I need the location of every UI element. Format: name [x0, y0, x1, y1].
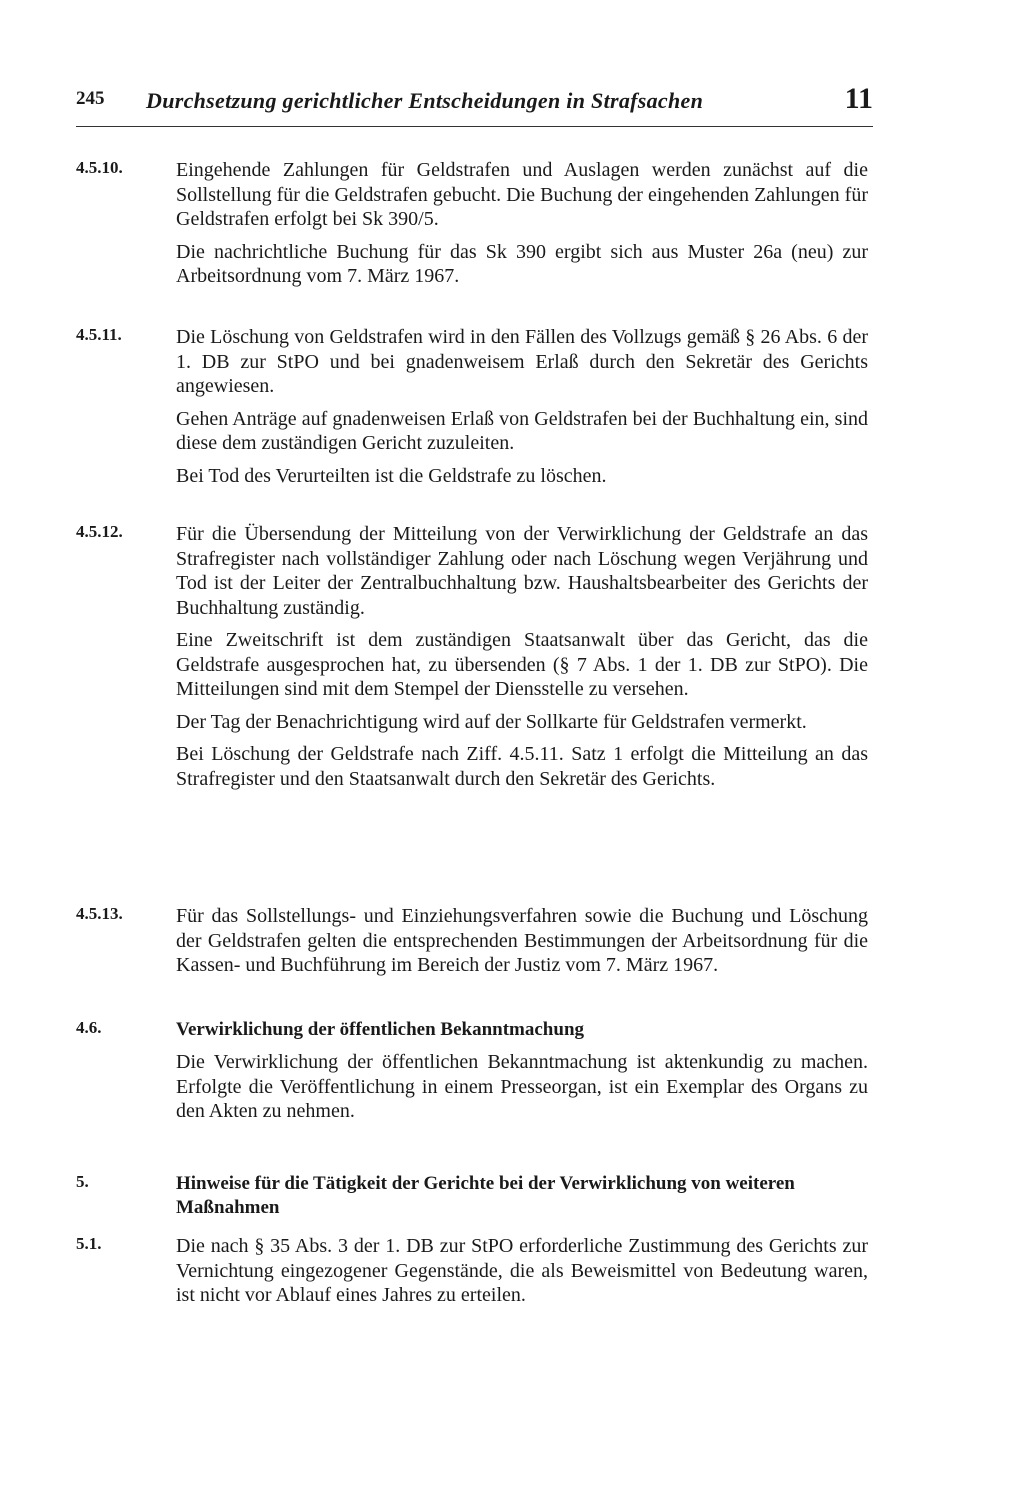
section-number: 4.5.11. [76, 325, 122, 344]
section-4-5-10 [76, 158, 876, 297]
section-number: 5.1. [76, 1234, 102, 1253]
paragraph: Gehen Anträge auf gnadenweisen Erlaß von Geldstrafen bei der Buchhaltung ein, sind diese dem zuständigen Gericht zuzuleiten. [176, 407, 868, 454]
section-number: 4.5.13. [76, 904, 123, 923]
paragraph: Der Tag der Benachrichtigung wird auf der Sollkarte für Geldstrafen vermerkt. [176, 710, 807, 733]
section-number: 4.6. [76, 1018, 102, 1037]
section-number: 4.5.10. [76, 158, 123, 177]
running-title: Durchsetzung gerichtlicher Entscheidungen in Strafsachen [146, 88, 704, 113]
paragraph: Eingehende Zahlungen für Geldstrafen und Auslagen werden zunächst auf die Sollstellung für die Geldstrafen gebucht. Die Buchung der eingehenden Zahlungen für Geldstrafen erfolgt bei Sk 390/5. [176, 159, 868, 230]
section-number: 4.5.12. [76, 522, 123, 541]
section-body [176, 904, 868, 978]
section-4-5-11 [76, 325, 876, 496]
section-4-5-12 [76, 522, 876, 799]
section-heading: Verwirklichung der öffentlichen Bekanntmachung [176, 1019, 585, 1040]
paragraph: Die nach § 35 Abs. 3 der 1. DB zur StPO erforderliche Zustimmung des Gerichts zur Vernichtung eingezogener Gegenstände, die als Beweismittel von Bedeutung waren, ist nicht vor Ablauf eines Jahres zu erteilen. [176, 1235, 868, 1306]
paragraph: Für die Übersendung der Mitteilung von der Verwirklichung der Geldstrafe an das Strafregister nach vollständiger Zahlung oder nach Löschung wegen Verjährung und Tod ist der Leiter der Zentralbuchhaltung bzw. Haushaltsbearbeiter des Gerichts der Buchhaltung zuständig. [176, 523, 868, 619]
section-4-5-13 [76, 904, 876, 986]
paragraph: Für das Sollstellungs- und Einziehungsverfahren sowie die Buchung und Löschung der Geldstrafen gelten die entsprechenden Bestimmungen der Arbeitsordnung für die Kassen- und Buchführung im Bereich der Justiz vom 7. März 1967. [176, 905, 868, 976]
paragraph: Die nachrichtliche Buchung für das Sk 390 ergibt sich aus Muster 26a (neu) zur Arbeitsordnung vom 7. März 1967. [176, 240, 868, 287]
section-body [176, 522, 868, 791]
page-header [76, 84, 873, 128]
section-4-6 [76, 1018, 876, 1132]
paragraph: Die Verwirklichung der öffentlichen Bekanntmachung ist aktenkundig zu machen. Erfolgte die Veröffentlichung in einem Presseorgan, ist ein Exemplar des Organs zu den Akten zu nehmen. [176, 1051, 868, 1122]
paragraph: Bei Löschung der Geldstrafe nach Ziff. 4.5.11. Satz 1 erfolgt die Mitteilung an das Strafregister und den Staatsanwalt durch den Sekretär des Gerichts. [176, 743, 868, 790]
section-body [176, 1172, 868, 1220]
section-heading: Hinweise für die Tätigkeit der Gerichte bei der Verwirklichung von weiteren Maßnahmen [176, 1173, 795, 1218]
section-body [176, 325, 868, 488]
section-body [176, 1234, 868, 1308]
header-rule [76, 126, 873, 127]
section-number: 5. [76, 1172, 89, 1191]
paragraph: Die Löschung von Geldstrafen wird in den Fällen des Vollzugs gemäß § 26 Abs. 6 der 1. DB zur StPO und bei gnadenweisem Erlaß durch den Sekretär des Gerichts angewiesen. [176, 326, 868, 397]
chapter-number: 11 [844, 82, 873, 115]
page-number: 245 [76, 88, 105, 109]
section-body [176, 1018, 868, 1124]
paragraph: Eine Zweitschrift ist dem zuständigen Staatsanwalt über das Gericht, das die Geldstrafe ausgesprochen hat, zu übersenden (§ 7 Abs. 1 der 1. DB zur StPO). Die Mitteilungen sind mit dem Stempel der Diensstelle zu versehen. [176, 629, 868, 700]
paragraph: Bei Tod des Verurteilten ist die Geldstrafe zu löschen. [176, 464, 607, 487]
section-5 [76, 1172, 876, 1228]
section-5-1 [76, 1234, 876, 1316]
section-body [176, 158, 868, 289]
